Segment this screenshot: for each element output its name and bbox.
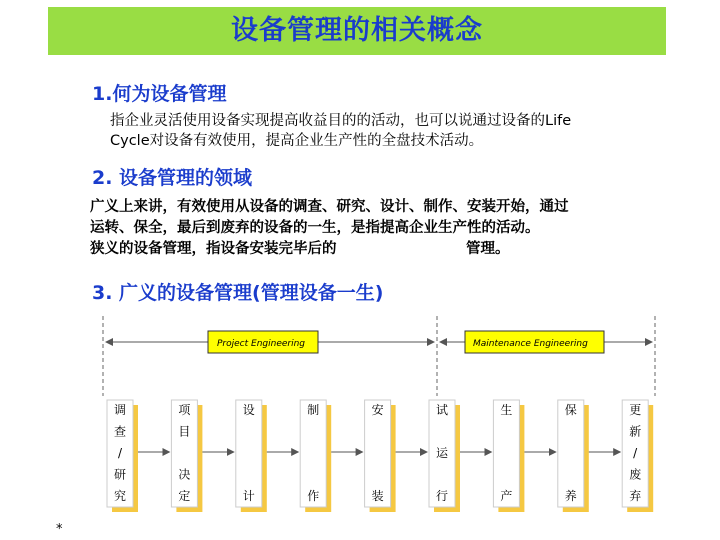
stage-char: 更	[629, 403, 642, 417]
stage-char: 研	[113, 467, 127, 482]
stage-char: 生	[500, 403, 513, 417]
stage-char: 废	[629, 467, 642, 482]
stage-char: /	[633, 446, 638, 460]
stage-char: 新	[629, 424, 642, 439]
stage-char: 产	[500, 489, 513, 503]
section3-heading: 3. 广义的设备管理(管理设备一生)	[92, 282, 384, 304]
stage-char: 查	[113, 424, 127, 439]
stage-char: 装	[371, 489, 384, 503]
stage-char: 计	[242, 489, 255, 503]
stage-char: 试	[435, 403, 449, 417]
stage-char: 养	[564, 489, 577, 503]
section1-line2: Cycle对设备有效使用，提高企业生产性的全盘技术活动。	[110, 133, 484, 149]
maintenance-engineering-label: Maintenance Engineering	[473, 339, 588, 349]
stage-char: 设	[242, 403, 255, 417]
footer-mark: *	[56, 522, 63, 537]
section2-line2: 运转、保全，最后到废弃的设备的一生，是指提高企业生产性的活动。	[90, 220, 540, 236]
stage-char: 弃	[629, 489, 642, 503]
stage-char: 保	[564, 403, 577, 417]
stage-char: /	[117, 446, 123, 460]
stage-char: 调	[113, 403, 127, 417]
stage-char: 目	[178, 424, 191, 439]
section1-line1: 指企业灵活使用设备实现提高收益目的的活动，也可以说通过设备的Life	[110, 113, 572, 129]
stage-boxes	[107, 400, 653, 512]
page-title: 设备管理的相关概念	[231, 15, 483, 46]
section2-heading: 2. 设备管理的领域	[92, 167, 253, 189]
project-engineering-label: Project Engineering	[217, 339, 306, 349]
section1-heading: 1.何为设备管理	[92, 83, 227, 105]
stage-char: 定	[178, 489, 191, 503]
stage-char: 安	[371, 403, 384, 417]
section2-line3b: 管理。	[466, 241, 510, 257]
section2-line1: 广义上来讲，有效使用从设备的调查、研究、设计、制作、安装开始，通过	[90, 199, 569, 215]
stage-char: 运	[435, 446, 449, 460]
stage-char: 行	[435, 489, 449, 503]
stage-char: 制	[307, 403, 320, 417]
stage-char: 项	[178, 403, 191, 417]
stage-char: 究	[113, 489, 127, 503]
stage-char: 决	[178, 467, 191, 482]
section2-line3a: 狭义的设备管理，指设备安装完毕后的	[90, 241, 337, 257]
stage-char: 作	[307, 489, 320, 503]
